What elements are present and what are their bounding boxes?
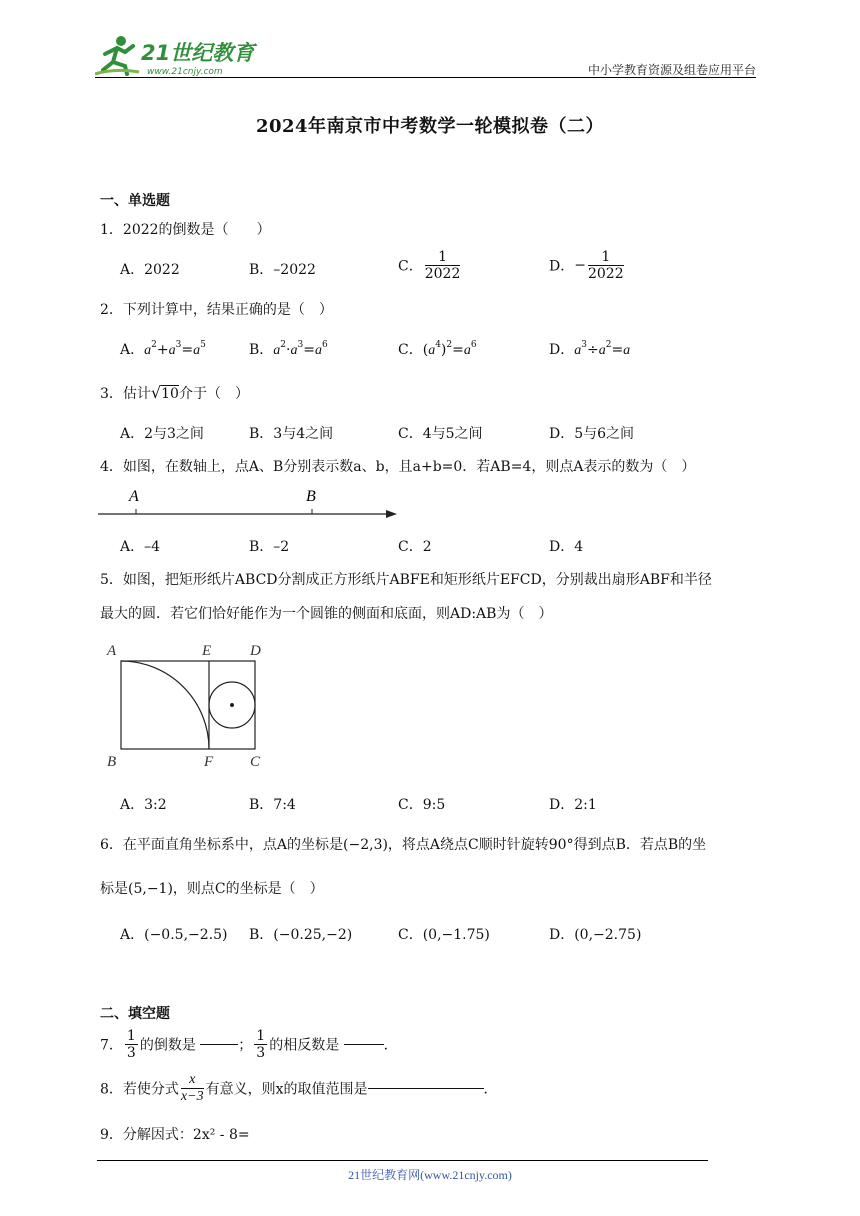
section-heading-single-choice: 一、单选题 — [100, 193, 170, 209]
q2-option-c: C．$(a^4)^2=a^6$ — [398, 340, 477, 358]
q3-option-d: D．5与6之间 — [549, 426, 635, 442]
q3-option-c: C．4与5之间 — [398, 426, 483, 442]
q5-option-a: A．3:2 — [120, 797, 167, 813]
question-4-stem: 4．如图，在数轴上，点A、B分别表示数a、b，且a+b=0．若AB=4，则点A表示的数为（ ） — [100, 459, 696, 475]
q6-option-d: D．(0,−2.75) — [549, 927, 642, 943]
logo-url: www.21cnjy.com — [147, 67, 223, 77]
q1-option-c: C． $\frac{1}{2022}$ — [398, 249, 461, 283]
page-title: 2024年南京市中考数学一轮模拟卷（二） — [255, 116, 605, 137]
q7-blank-1[interactable] — [200, 1044, 238, 1045]
runner-icon — [95, 36, 139, 74]
rectangle-cone-figure — [100, 638, 275, 773]
question-6-line-2: 标是(5,−1)，则点C的坐标是（ ） — [100, 881, 324, 897]
q8-blank[interactable] — [368, 1088, 484, 1089]
q4-option-c: C．2 — [398, 539, 432, 555]
section-heading-fill-in: 二、填空题 — [100, 1006, 170, 1022]
q2-option-a: A．$a^2+a^3=a^5$ — [120, 340, 206, 358]
svg-text:F: F — [204, 754, 214, 770]
q6-option-b: B．(−0.25,−2) — [249, 927, 353, 943]
footer-link[interactable]: 21世纪教育网(www.21cnjy.com) — [348, 1168, 512, 1182]
q3-option-a: A．2与3之间 — [120, 426, 204, 442]
svg-text:A: A — [107, 643, 117, 659]
question-5-line-2: 最大的圆．若它们恰好能作为一个圆锥的侧面和底面，则AD:AB为（ ） — [100, 606, 553, 622]
svg-text:E: E — [202, 643, 212, 659]
q1-option-a: A．2022 — [120, 262, 180, 278]
q4-option-a: A．–4 — [120, 539, 161, 555]
platform-label: 中小学教育资源及组卷应用平台 — [587, 63, 756, 77]
logo-text: 21世纪教育 — [141, 41, 255, 65]
site-logo — [95, 34, 265, 78]
header-divider — [95, 77, 756, 78]
question-6-line-1: 6．在平面直角坐标系中，点A的坐标是(−2,3)，将点A绕点C顺时针旋转90°得到点B．若点B的坐 — [100, 837, 707, 853]
point-a-label: A — [129, 488, 139, 505]
q6-option-c: C．(0,−1.75) — [398, 927, 490, 943]
svg-text:C: C — [250, 754, 261, 770]
q5-option-d: D．2:1 — [549, 797, 597, 813]
q4-option-b: B．–2 — [249, 539, 290, 555]
svg-text:D: D — [250, 643, 261, 659]
question-8: 8．若使分式 $\frac{x}{x-3}$ 有意义，则x的取值范围是 ． — [100, 1072, 498, 1105]
question-2-stem: 2．下列计算中，结果正确的是（ ） — [100, 302, 333, 318]
question-3-stem: 3．估计√10介于（ ） — [100, 383, 249, 402]
q7-blank-2[interactable] — [344, 1044, 384, 1045]
question-9: 9．分解因式：2x² ‑ 8= — [100, 1127, 250, 1143]
q1-option-d: D．− $\frac{1}{2022}$ — [549, 249, 624, 283]
question-1-stem: 1．2022的倒数是（ ） — [100, 222, 271, 238]
q1-option-b: B．–2022 — [249, 262, 316, 278]
svg-text:B: B — [107, 754, 117, 770]
question-7: 7． $\frac{1}{3}$ 的倒数是 ； $\frac{1}{3}$ 的相反数是 ． — [100, 1028, 398, 1062]
q2-option-b: B．$a^2\cdot a^3=a^6$ — [249, 340, 328, 358]
q5-option-b: B．7:4 — [249, 797, 296, 813]
q2-option-d: D．$a^3\div a^2=a$ — [549, 340, 631, 358]
number-line-figure — [96, 484, 406, 524]
question-5-line-1: 5．如图，把矩形纸片ABCD分割成正方形纸片ABFE和矩形纸片EFCD，分别裁出扇形ABF和半径 — [100, 572, 712, 588]
point-b-label: B — [306, 488, 316, 505]
q6-option-a: A．(−0.5,−2.5) — [120, 927, 228, 943]
q5-option-c: C．9:5 — [398, 797, 446, 813]
q4-option-d: D．4 — [549, 539, 584, 555]
q3-option-b: B．3与4之间 — [249, 426, 334, 442]
footer-divider — [97, 1160, 708, 1161]
